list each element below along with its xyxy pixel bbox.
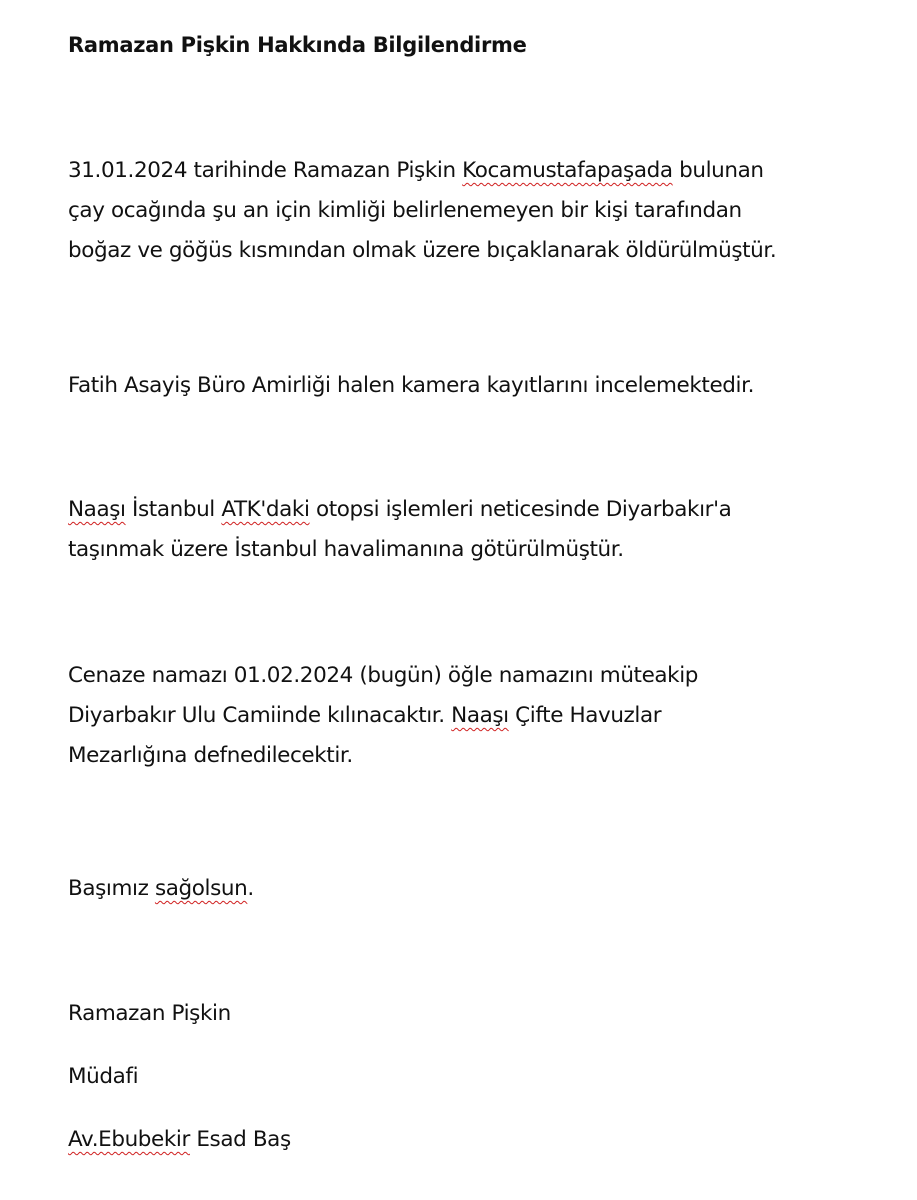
paragraph-line: Ramazan Pişkin <box>68 1001 231 1026</box>
closing-line <box>68 869 254 909</box>
text-run: bulunan <box>672 158 764 183</box>
paragraph-line: Cenaze namazı 01.02.2024 (bugün) öğle namazını müteakip <box>68 663 699 688</box>
signature-name <box>68 994 231 1034</box>
signature-lawyer <box>68 1120 291 1160</box>
paragraph-funeral <box>68 656 698 776</box>
document-title: Ramazan Pişkin Hakkında Bilgilendirme <box>68 33 527 57</box>
signature-role <box>68 1057 138 1097</box>
paragraph-line <box>68 490 731 530</box>
paragraph-line: Fatih Asayiş Büro Amirliği halen kamera kayıtlarını incelemektedir. <box>68 373 754 398</box>
text-run: otopsi işlemleri neticesinde Diyarbakır'a <box>309 497 732 522</box>
spellcheck-flagged-word[interactable]: Av.Ebubekir <box>68 1127 190 1152</box>
text-run: Çifte Havuzlar <box>508 703 662 728</box>
spellcheck-flagged-word[interactable]: Naaşı <box>68 497 126 522</box>
text-run: Diyarbakır Ulu Camiinde kılınacaktır. <box>68 703 452 728</box>
text-run: . <box>247 876 254 901</box>
paragraph-line: Müdafi <box>68 1064 139 1089</box>
text-run: İstanbul <box>125 497 222 522</box>
paragraph-line <box>68 1120 291 1160</box>
paragraph-line: Mezarlığına defnedilecektir. <box>68 743 353 768</box>
spellcheck-flagged-word[interactable]: Naaşı <box>451 703 509 728</box>
paragraph-line: taşınmak üzere İstanbul havalimanına götürülmüştür. <box>68 537 624 562</box>
spellcheck-flagged-word[interactable]: sağolsun <box>154 876 248 901</box>
paragraph-line: çay ocağında şu an için kimliği belirlenemeyen bir kişi tarafından <box>68 198 742 223</box>
spellcheck-flagged-word[interactable]: Kocamustafapaşada <box>462 158 673 183</box>
paragraph-line <box>68 151 776 191</box>
paragraph-incident <box>68 151 776 271</box>
text-run: 31.01.2024 tarihinde Ramazan Pişkin <box>68 158 463 183</box>
paragraph-line: boğaz ve göğüs kısmından olmak üzere bıçaklanarak öldürülmüştür. <box>68 238 777 263</box>
spellcheck-flagged-word[interactable]: ATK'daki <box>221 497 310 522</box>
text-run: Esad Baş <box>189 1127 291 1152</box>
text-run: Başımız <box>68 876 155 901</box>
paragraph-investigation <box>68 366 754 406</box>
paragraph-autopsy <box>68 490 731 570</box>
paragraph-line <box>68 696 698 736</box>
paragraph-line <box>68 869 254 909</box>
